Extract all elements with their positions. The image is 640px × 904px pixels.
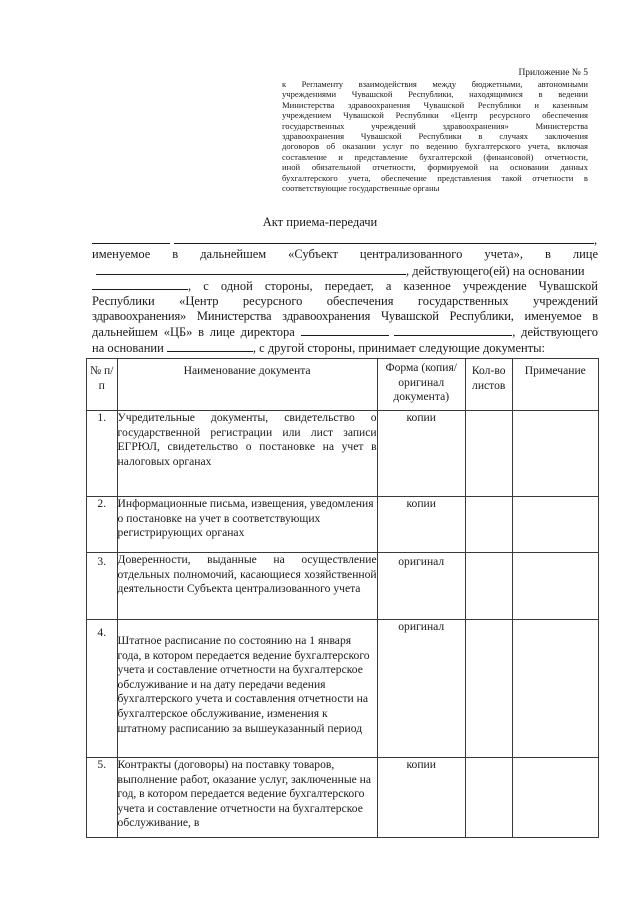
blank-field[interactable] xyxy=(167,340,253,352)
table-row xyxy=(87,758,599,838)
row-num: 2. xyxy=(87,497,118,553)
appendix-line: учреждениями Чувашской Республики, находящимися в ведении xyxy=(282,89,588,100)
table-row xyxy=(87,553,599,620)
row-num: 5. xyxy=(87,758,118,838)
row-note xyxy=(512,411,598,497)
intro-line xyxy=(92,278,598,293)
row-num: 4. xyxy=(87,620,118,758)
appendix-line: здравоохранения Чувашской Республики в случаях заключения xyxy=(282,131,588,142)
documents-table xyxy=(86,358,599,838)
row-form: копии xyxy=(377,497,465,553)
intro-text: , действующего(ей) на основании xyxy=(406,263,585,278)
row-name: Информационные письма, извещения, уведомления о постановке на учет в соответствующих регистрирующих органах xyxy=(117,497,377,553)
row-count xyxy=(465,758,512,838)
appendix-line: к Регламенту взаимодействия между бюджетными, автономными xyxy=(282,79,588,89)
blank-field[interactable] xyxy=(301,324,389,336)
header-name xyxy=(117,359,377,411)
intro-paragraph xyxy=(92,232,598,355)
row-count xyxy=(465,411,512,497)
header-note xyxy=(512,359,598,411)
blank-field[interactable] xyxy=(174,232,594,244)
row-name: Учредительные документы, свидетельство о государственной регистрации или лист записи ЕГРЮЛ, свидетельство о постановке на учет в налоговых органах xyxy=(117,411,377,497)
appendix-line: учреждением Чувашской Республики «Центр ресурсного обеспечения xyxy=(282,110,588,121)
row-count xyxy=(465,620,512,758)
intro-text: , с другой стороны, принимает следующие документы: xyxy=(252,340,546,355)
intro-text: , с одной стороны, передает, а казенное учреждение Чувашской xyxy=(188,279,598,294)
intro-line: здравоохранения» Министерства здравоохранения Чувашской Республики, именуемое в xyxy=(92,308,598,323)
intro-line: именуемое в дальнейшем «Субъект централизованного учета», в лице xyxy=(92,247,598,262)
intro-text: дальнейшем «ЦБ» в лице директора xyxy=(92,325,295,340)
intro-line xyxy=(92,324,598,339)
header-form xyxy=(377,359,465,411)
table-header-row xyxy=(87,359,599,411)
intro-text: , действующего xyxy=(512,325,598,340)
row-note xyxy=(512,758,598,838)
header-form-label: Форма (копия/оригинал документа) xyxy=(385,361,457,404)
row-note xyxy=(512,497,598,553)
intro-line xyxy=(92,340,598,355)
appendix-line: бухгалтерского учета, обеспечение представления такой отчетности в xyxy=(282,172,588,183)
row-form: копии xyxy=(377,411,465,497)
row-name: Контракты (договоры) на поставку товаров, выполнение работ, оказание услуг, заключенные на год, в котором передается ведение бухгалтерского учета и составление отчетности на бухгалтерское обслуживание, в xyxy=(117,758,377,838)
appendix-line: государственных учреждений здравоохранения» Министерства xyxy=(282,120,588,131)
appendix-line: договоров об оказании услуг по ведению бухгалтерского учета, включая xyxy=(282,141,588,152)
blank-field[interactable] xyxy=(394,324,512,336)
row-name: Доверенности, выданные на осуществление отдельных полномочий, касающиеся хозяйственной деятельности Субъекта централизованного учета xyxy=(117,553,377,620)
row-form: оригинал xyxy=(377,553,465,620)
table-row xyxy=(87,620,599,758)
row-count xyxy=(465,553,512,620)
header-num xyxy=(87,359,118,411)
appendix-line: иной обязательной отчетности, формируемой на основании данных xyxy=(282,162,588,173)
row-name: Штатное расписание по состоянию на 1 января года, в котором передается ведение бухгалтерского учета и составление отчетности на бухгалтерское обслуживание и на дату передачи ведения бухгалтерского учета и составления отчетности на бухгалтерское обслуживание, изменения к штатному расписанию за вышеуказанный период xyxy=(117,620,377,758)
appendix-line: соответствующие государственные органы xyxy=(282,183,440,194)
appendix-line: составление и представление бухгалтерской (финансовой) отчетности, xyxy=(282,151,588,162)
header-count-label: Кол-во листов xyxy=(471,364,506,392)
header-name-label: Наименование документа xyxy=(183,364,311,377)
row-form: копии xyxy=(377,758,465,838)
row-num: 1. xyxy=(87,411,118,497)
appendix-line: Министерства здравоохранения Чувашской Республики и казенным xyxy=(282,99,588,110)
blank-field[interactable] xyxy=(92,232,170,244)
appendix-title: Приложение № 5 xyxy=(518,68,588,78)
row-num: 3. xyxy=(87,553,118,620)
header-num-label: № п/п xyxy=(90,364,114,392)
row-form: оригинал xyxy=(377,620,465,758)
table-row xyxy=(87,411,599,497)
appendix-text xyxy=(282,79,588,193)
row-note xyxy=(512,620,598,758)
intro-line xyxy=(92,263,598,278)
row-note xyxy=(512,553,598,620)
document-title: Акт приема-передачи xyxy=(262,215,378,229)
blank-field[interactable] xyxy=(92,278,188,290)
intro-blank-line: , xyxy=(92,232,598,247)
header-note-label: Примечание xyxy=(524,364,586,377)
header-count xyxy=(465,359,512,411)
intro-text: на основании xyxy=(92,340,164,355)
row-count xyxy=(465,497,512,553)
table-row xyxy=(87,497,599,553)
intro-line: Республики «Центр ресурсного обеспечения государственных учреждений xyxy=(92,293,598,308)
blank-field[interactable] xyxy=(96,263,406,275)
